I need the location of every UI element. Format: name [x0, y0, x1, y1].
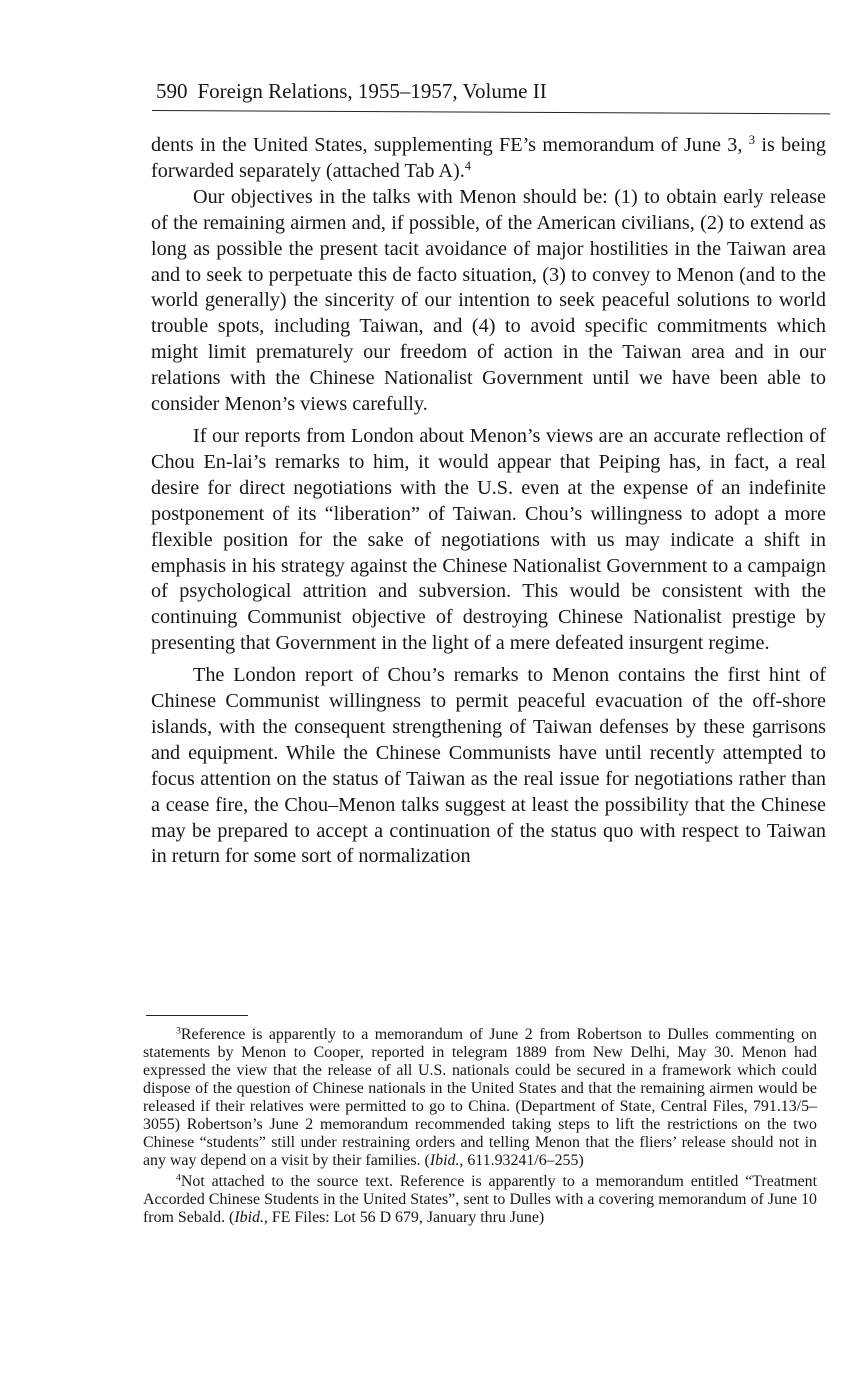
footnote-ref-4: 4: [464, 159, 472, 174]
paragraph-text: dents in the United States, supplementing FE’s memorandum of June 3,: [151, 134, 743, 156]
paragraph-continued: [151, 133, 826, 185]
paragraph-london-reports: If our reports from London about Menon’s views are an accurate reflection of Chou En-lai’s remarks to him, it would appear that Peiping has, in fact, a real desire for direct negotiations with the U.S. even at the expense of an indefinite postponement of its “liberation” of Taiwan. Chou’s willingness to adopt a more flexible position for the sake of negotiations with us may indicate a shift in emphasis in his strategy against the Chinese Nationalist Government to a campaign of psychological attrition and subversion. This would be consistent with the continuing Communist objective of destroying Chinese Nationalist prestige by presenting that Government in the light of a mere defeated insurgent regime.: [151, 424, 826, 655]
footnote-4: [143, 1173, 817, 1227]
footnote-mark-3: 3: [176, 1025, 181, 1037]
footnote-text: Not attached to the source text. Reference is apparently to a memorandum entitled “Treatment Accorded Chinese Students in the United States”, sent to Dulles with a covering memorandum of June 10 from Sebald. (: [143, 1173, 817, 1226]
header-rule: [152, 110, 830, 114]
footnote-text: Reference is apparently to a memorandum of June 2 from Robertson to Dulles commenting on statements by Menon to Cooper, reported in telegram 1889 from New Delhi, May 30. Menon had expressed the view that the release of all U.S. nationals could be secured in a framework which could dispose of the question of Chinese nationals in the United States and that the remaining airmen would be released if their relatives were permitted to go to China. (Department of State, Central Files, 791.13/5–​3055) Robertson’s June 2 memorandum recommended taking steps to lift the restrictions on the two Chinese “students” still under restraining orders and telling Menon that the fliers’ release should not in any way depend on a visit by their families. (: [143, 1026, 817, 1169]
paragraph-chou-menon: The London report of Chou’s remarks to Menon contains the first hint of Chinese Communist willingness to permit peaceful evacuation of the off-shore islands, with the consequent strengthening of Taiwan defenses by these garrisons and equipment. While the Chinese Communists have until recently attempted to focus attention on the status of Taiwan as the real issue for negotiations rather than a cease fire, the Chou–Menon talks suggest at least the possibility that the Chinese may be prepared to accept a continuation of the status quo with respect to Taiwan in return for some sort of normalization: [151, 664, 826, 868]
footnote-rule: [146, 1015, 248, 1016]
footnote-text: 611.93241/6–255): [463, 1152, 584, 1169]
running-head: [156, 78, 828, 104]
main-text: [151, 133, 826, 870]
footnotes: [143, 1026, 817, 1227]
footnote-ref-3: 3: [748, 133, 756, 148]
footnote-3: [143, 1026, 817, 1170]
footnote-mark-4: 4: [176, 1172, 181, 1184]
footnote-text: FE Files: Lot 56 D 679, January thru June): [267, 1209, 545, 1226]
footnote-ibid: Ibid.,: [234, 1209, 268, 1226]
volume-title: Foreign Relations, 1955–1957, Volume II: [197, 79, 547, 103]
paragraph-text: is being forwarded separately (attached Tab A).: [151, 134, 826, 182]
paragraph-objectives: Our objectives in the talks with Menon should be: (1) to obtain early release of the remaining airmen and, if possible, of the American civilians, (2) to extend as long as possible the present tacit avoidance of major hostilities in the Taiwan area and to seek to perpetuate this de facto situation, (3) to convey to Menon (and to the world generally) the sincerity of our intention to seek peaceful solutions to world trouble spots, including Taiwan, and (4) to avoid specific commitments which might limit prematurely our freedom of action in the Taiwan area and in our relations with the Chinese Nationalist Government until we have been able to consider Menon’s views carefully.: [151, 185, 826, 416]
footnote-ibid: Ibid.,: [429, 1152, 464, 1169]
page-number: 590: [156, 79, 188, 103]
